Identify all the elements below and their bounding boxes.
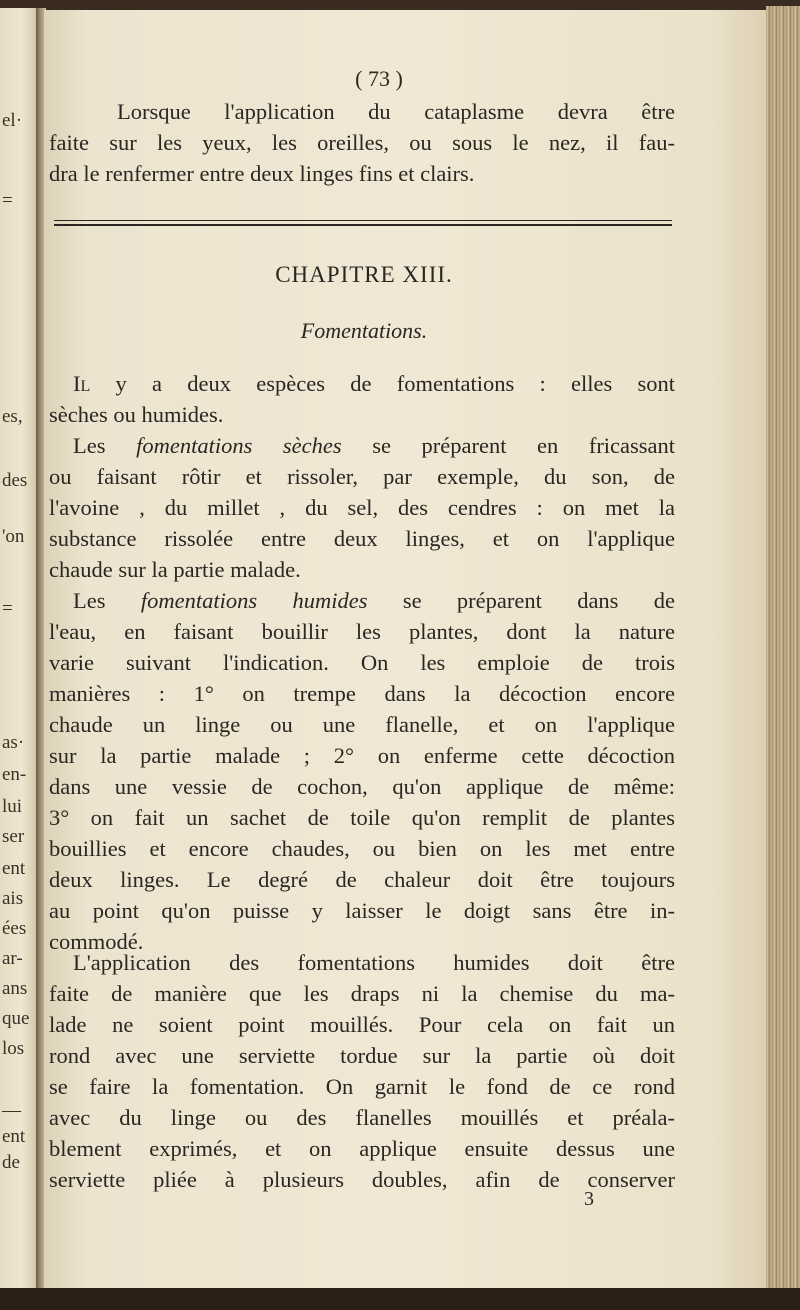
text-line: blement exprimés, et on applique ensuite dessus une [49,1136,675,1161]
text-line: dra le renfermer entre deux linges fins et clairs. [49,161,475,186]
top-edge [0,0,800,10]
text-line: l'avoine , du millet , du sel, des cendres : on met la [49,495,675,520]
text-segment: se préparent dans de [402,588,676,613]
left-fragment: des [2,470,28,491]
left-fragment: lui [2,796,23,817]
text-line: substance rissolée entre deux linges, et on l'applique [49,526,675,551]
text-line: au point qu'on puisse y laisser le doigt sans être in- [49,898,675,923]
text-line: avec du linge ou des flanelles mouillés et préala- [49,1105,675,1130]
left-fragment: ées [2,918,27,939]
text-line: faite de manière que les draps ni la chemise du ma- [49,981,675,1006]
text-line [73,430,675,461]
left-fragment: de [2,1152,20,1173]
text-line: se faire la fomentation. On garnit le fond de ce rond [49,1074,675,1099]
left-fragment: 'on [2,526,25,547]
left-fragment: el· [2,110,23,131]
text-line: lade ne soient point mouillés. Pour cela on fait un [49,1012,675,1037]
text-line: rond avec une serviette tordue sur la partie où doit [49,1043,675,1068]
text-line: commodé. [49,929,144,954]
left-fragment: los [2,1038,25,1059]
bottom-edge [0,1288,800,1310]
text-line: l'eau, en faisant bouillir les plantes, dont la nature [49,619,675,644]
italic-term: fomentations sèches [136,433,342,458]
text-line: dans une vessie de cochon, qu'on applique de même: [49,774,675,799]
italic-term: fomentations humides [140,588,368,613]
left-fragment: que [2,1008,30,1029]
text-line [73,585,675,616]
text-line: sur la partie malade ; 2° on enferme cette décoction [49,743,675,768]
text-line: deux linges. Le degré de chaleur doit être toujours [49,867,675,892]
left-page-fragment [0,8,40,1288]
text-line: ou faisant rôtir et rissoler, par exemple, du son, de [49,464,675,489]
text-line: manières : 1° on trempe dans la décoction encore [49,681,675,706]
left-fragment: ent [2,1126,26,1147]
text-line [73,368,675,399]
left-fragment: = [2,190,13,211]
text-line: bouillies et encore chaudes, ou bien on les met entre [49,836,675,861]
chapter-title: CHAPITRE XIII. [275,262,453,287]
text-segment: se préparent en fricassant [372,433,676,458]
text-line: chaude sur la partie malade. [49,557,301,582]
text-line: L'application des fomentations humides doit être [73,950,675,975]
text-line: 3° on fait un sachet de toile qu'on remplit de plantes [49,805,675,830]
text-segment: Les [73,433,106,458]
left-fragment: = [2,598,13,619]
left-fragment: ar- [2,948,23,969]
divider-rule [54,220,672,221]
text-line: faite sur les yeux, les oreilles, ou sous le nez, il fau- [49,130,675,155]
left-fragment: — [2,1100,21,1121]
text-segment: y a deux espèces de fomentations : elles sont [115,371,676,396]
left-fragment: as· [2,732,25,753]
page-block-edge [766,6,800,1296]
section-title: Fomentations. [300,318,428,343]
left-fragment: en- [2,764,27,785]
drop-word: Il [73,371,91,396]
left-fragment: ent [2,858,26,879]
book-page [44,10,766,1288]
text-line: varie suivant l'indication. On les emploie de trois [49,650,675,675]
left-fragment: ans [2,978,28,999]
left-fragment: ser [2,826,25,847]
page-number: ( 73 ) [355,66,403,91]
text-line: serviette pliée à plusieurs doubles, afin de conserver [49,1167,675,1192]
left-fragment: ais [2,888,24,909]
text-line: sèches ou humides. [49,402,224,427]
text-line: Lorsque l'application du cataplasme devra être [117,99,675,124]
divider-rule [54,224,672,226]
signature-mark: 3 [584,1188,594,1210]
text-segment: Les [73,588,106,613]
left-fragment: es, [2,406,23,427]
text-line: chaude un linge ou une flanelle, et on l'applique [49,712,675,737]
